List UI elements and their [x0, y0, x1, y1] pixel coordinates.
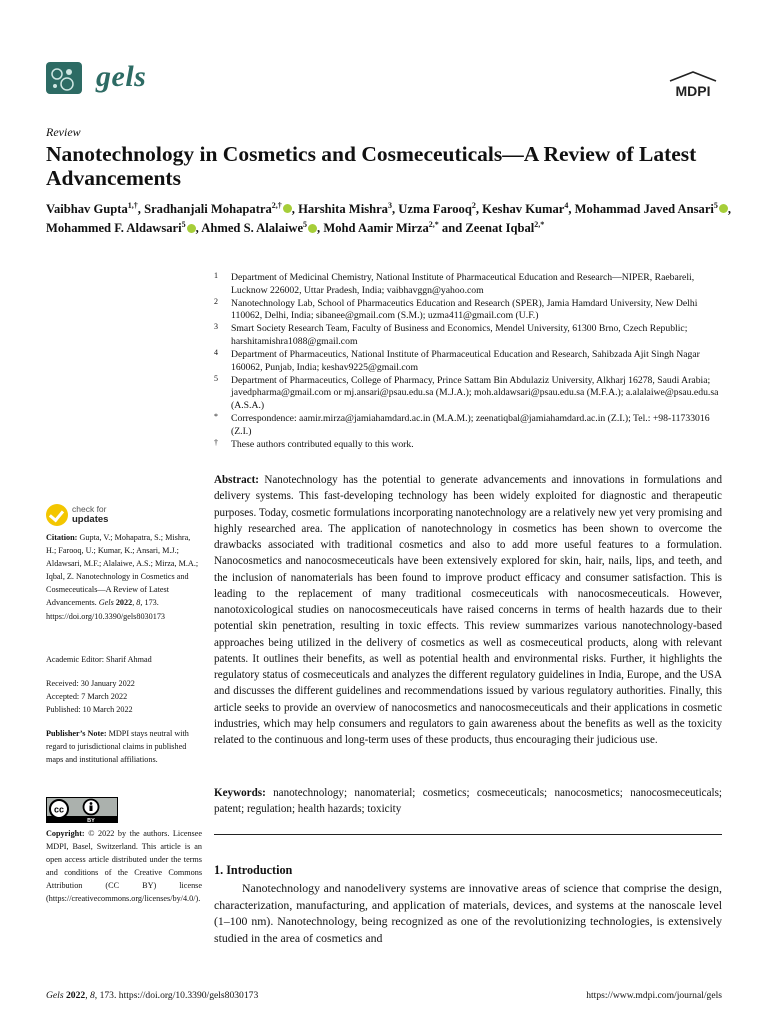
affiliation-number: 4 — [214, 348, 218, 358]
journal-name: gels — [96, 60, 147, 93]
citation-doi-link[interactable]: https://doi.org/10.3390/gels8030173 — [46, 611, 166, 621]
author-separator: , — [568, 202, 575, 217]
introduction-text: Nanotechnology and nanodelivery systems are innovative areas of science that comprise the design, characterization, manufacturing, and application of materials, devices, and systems at the nanoscale level (1–100 nm). Nanotechnology, being recognized as one of the revolutionizing technologies, is extensively studied in the area of cosmetics and — [214, 881, 722, 945]
keywords — [214, 785, 722, 818]
author-name: Mohd Aamir Mirza — [323, 221, 429, 236]
affiliation-number: * — [214, 412, 218, 422]
check-updates-text: check for updates — [72, 504, 109, 525]
author-affiliation-marker: 4 — [564, 201, 569, 210]
article-title: Nanotechnology in Cosmetics and Cosmeceuticals—A Review of Latest Advancements — [46, 142, 697, 190]
citation-pages: 173. — [144, 598, 159, 608]
check-updates-icon — [46, 504, 68, 526]
affiliation-item — [214, 349, 724, 374]
publishers-note-text: MDPI stays neutral with regard to jurisdictional claims in published maps and institutional affiliations. — [46, 729, 189, 765]
article-type: Review — [46, 125, 81, 139]
author-affiliation-marker: 2,* — [534, 220, 545, 230]
affiliation-text: Department of Medicinal Chemistry, National Institute of Pharmaceutical Education and Research—NIPER, Raebareli, Lucknow 226002, Uttar Pradesh, India; vaibhavggn@yahoo.com — [231, 272, 695, 296]
author-name: Vaibhav Gupta — [46, 202, 128, 217]
affiliation-number: 1 — [214, 271, 218, 280]
author-name: Keshav Kumar — [482, 202, 565, 217]
author-separator: , — [317, 221, 324, 236]
author-name: Ahmed S. Alalaiwe — [201, 221, 304, 236]
author-name: Sradhanjali Mohapatra — [144, 202, 272, 217]
affiliation-text: Correspondence: aamir.mirza@jamiahamdard.ac.in (M.A.M.); zeenatiqbal@jamiahamdard.ac.in (Z.I.); Tel.: +98-11733016 (Z.I.) — [231, 413, 710, 437]
author-separator: , — [195, 221, 202, 236]
cc-by-license-icon[interactable] — [46, 797, 118, 823]
author-affiliation-marker: 5 — [303, 220, 308, 230]
abstract — [214, 472, 722, 748]
citation: Citation: Gupta, V.; Mohapatra, S.; Mishra, H.; Farooq, U.; Kumar, K.; Ansari, M.J.; Aldawsari, M.F.; Alalaiwe, A.S.; Mirza, M.A.; Iqbal, Z. Nanotechnology in Cosmetics and Cosmeceuticals—A Review of Latest Advancements. Gels 2022, 8, 173. https://doi.org/10.3390/gels8030173 — [46, 533, 199, 621]
author-affiliation-marker: 1,† — [127, 201, 138, 210]
footer-year: 2022 — [66, 990, 86, 1001]
publication-dates — [46, 677, 202, 716]
keywords-label: Keywords: — [214, 787, 266, 799]
author-separator: , — [475, 202, 483, 217]
published-date: Published: 10 March 2022 — [46, 705, 133, 715]
copyright-text: © 2022 by the authors. Licensee MDPI, Basel, Switzerland. This article is an open access article distributed under the terms and conditions of the Creative Commons Attribution (CC BY) license (https://creativecommons.org/licenses/by/4.0/). — [46, 829, 203, 904]
affiliation-number: 5 — [214, 373, 218, 383]
accepted-date: Accepted: 7 March 2022 — [46, 692, 128, 702]
orcid-icon[interactable] — [187, 224, 196, 233]
author-separator: , — [291, 202, 299, 217]
cc-badge-text: BY — [87, 817, 95, 823]
orcid-icon[interactable] — [719, 204, 728, 213]
author-affiliation-marker: 3 — [387, 201, 392, 210]
author-name: Zeenat Iqbal — [465, 221, 535, 236]
footer-journal-url[interactable]: https://www.mdpi.com/journal/gels — [586, 990, 722, 1001]
mdpi-logo-text: MDPI — [675, 83, 711, 99]
affiliations — [214, 272, 724, 452]
author-affiliation-marker: 2,† — [271, 201, 282, 210]
citation-label: Citation: — [46, 533, 78, 542]
affiliation-text: Department of Pharmaceutics, National Institute of Pharmaceutical Education and Research, Sahibzada Ajit Singh Nagar 160062, Punjab, India; keshav9225@gmail.com — [231, 349, 700, 373]
author-affiliation-marker: 2,* — [428, 220, 439, 230]
academic-editor: Academic Editor: Sharif Ahmad — [46, 655, 152, 664]
affiliation-text: Department of Pharmaceutics, College of Pharmacy, Prince Sattam Bin Abdulaziz University, Alkharj 16278, Saudi Arabia; javedpharma@gmail.com or mj.ansari@psau.edu.sa (M.J.A.); moh.aldawsari@psau.edu.sa (M.F.A.); a.alalaiwe@psau.edu.sa (A.S.A.) — [231, 374, 719, 411]
affiliation-item — [214, 298, 724, 323]
introduction-heading: 1. Introduction — [214, 863, 293, 877]
journal-logo-icon — [46, 62, 82, 94]
citation-text: Gupta, V.; Mohapatra, S.; Mishra, H.; Farooq, U.; Kumar, K.; Ansari, M.J.; Aldawsari, M.F.; Alalaiwe, A.S.; Mirza, M.A.; Iqbal, Z. Nanotechnology in Cosmetics and Cosmeceuticals—A Review of Latest Advancements. — [46, 533, 199, 608]
author-name: Harshita Mishra — [298, 202, 388, 217]
affiliation-item — [214, 272, 724, 297]
author-name: Mohammad Javed Ansari — [574, 202, 714, 217]
affiliation-number: † — [214, 437, 218, 447]
affiliation-item — [214, 413, 724, 438]
svg-text:cc: cc — [53, 804, 65, 815]
footer-doi: 173. https://doi.org/10.3390/gels8030173 — [99, 990, 259, 1001]
citation-volume: 8 — [136, 598, 141, 608]
footer-volume: 8 — [89, 990, 95, 1001]
author-list — [46, 198, 736, 237]
footer-citation: Gels 2022, 8, 173. https://doi.org/10.3390/gels8030173 — [46, 990, 259, 1001]
check-for-updates-button[interactable] — [46, 503, 156, 527]
affiliation-text: Smart Society Research Team, Faculty of Business and Economics, Mendel University, 61300 Brno, Czech Republic; harshitamishra1088@gmail.com — [231, 323, 688, 347]
author-affiliation-marker: 5 — [181, 220, 186, 230]
author-separator: and — [438, 221, 466, 236]
citation-journal: Gels — [98, 598, 114, 608]
abstract-text: Nanotechnology has the potential to generate advancements and innovations in formulations and delivery systems. This fast-developing technology has been widely exploited for diagnostic and therapeutic purposes. Today, cosmetic formulations incorporating nanotechnology are a relatively new yet very promising and highly researched area. The application of nanotechnology in cosmetics has been shown to overcome the drawbacks associated with traditional cosmetics and also to add more useful features to a formulation. Nanocosmetics and nanocosmeceuticals have been extensively explored for skin, hair, nails, lips, and teeth, and the inclusion of nanomaterials has been found to improve product efficacy and consumer satisfaction. This is leading to the replacement of many traditional cosmeceuticals with nanocosmeceuticals. However, nanotoxicological studies on nanocosmeceuticals have raised concerns in terms of health hazards due to their potential skin penetration, resulting in toxic effects. This review summarizes various nanotechnology-based approaches being utilized in the delivery of cosmetics as well as cosmeceutical products, along with relevant patents. It outlines their benefits, as well as potential health and environmental risks. Further, it highlights the regulatory status of cosmeceuticals and analyzes the different regulatory guidelines in India, Europe, and the USA and discusses the different guidelines and recommendations issued by various regulatory authorities. Finally, this article seeks to provide an overview of nanocosmetics and nanocosmeceuticals and their applications in cosmetic industries, which may help consumers and regulators to gain awareness about the benefits as well as the toxicity related to the continuous and long-term uses of these products, thus encouraging their judicious use. — [214, 474, 722, 746]
affiliation-text: These authors contributed equally to this work. — [231, 438, 414, 450]
author-affiliation-marker: 5 — [713, 201, 718, 210]
author-name: Mohammed F. Aldawsari — [46, 221, 182, 236]
copyright — [46, 827, 202, 906]
section-divider — [214, 834, 722, 835]
author-separator: , — [391, 202, 399, 217]
affiliation-item — [214, 375, 724, 413]
affiliation-text: Nanotechnology Lab, School of Pharmaceutics Education and Research (SPER), Jamia Hamdard University, New Delhi 110062, Delhi, India; sibanee@gmail.com (S.M.); uzma411@gmail.com (U.F.) — [231, 297, 698, 322]
orcid-icon[interactable] — [308, 224, 317, 233]
affiliation-item — [214, 323, 724, 348]
copyright-label: Copyright: — [46, 829, 85, 838]
publishers-note-label: Publisher’s Note: — [46, 729, 107, 738]
abstract-label: Abstract: — [214, 474, 259, 486]
author-separator: , — [137, 202, 145, 217]
author-separator: , — [727, 202, 732, 217]
author-name: Uzma Farooq — [398, 202, 472, 217]
mdpi-logo — [666, 70, 720, 100]
affiliation-number: 3 — [214, 322, 218, 332]
received-date: Received: 30 January 2022 — [46, 679, 135, 688]
citation-year: 2022 — [115, 598, 133, 608]
publishers-note — [46, 727, 202, 766]
affiliation-item — [214, 439, 724, 452]
author-affiliation-marker: 2 — [471, 201, 476, 210]
footer-journal: Gels — [46, 990, 64, 1001]
keywords-text: nanotechnology; nanomaterial; cosmetics; cosmeceuticals; nanocosmetics; nanocosmeceuticals; patent; regulation; health hazards; toxicity — [214, 787, 722, 816]
orcid-icon[interactable] — [283, 204, 292, 213]
affiliation-number: 2 — [214, 296, 218, 306]
